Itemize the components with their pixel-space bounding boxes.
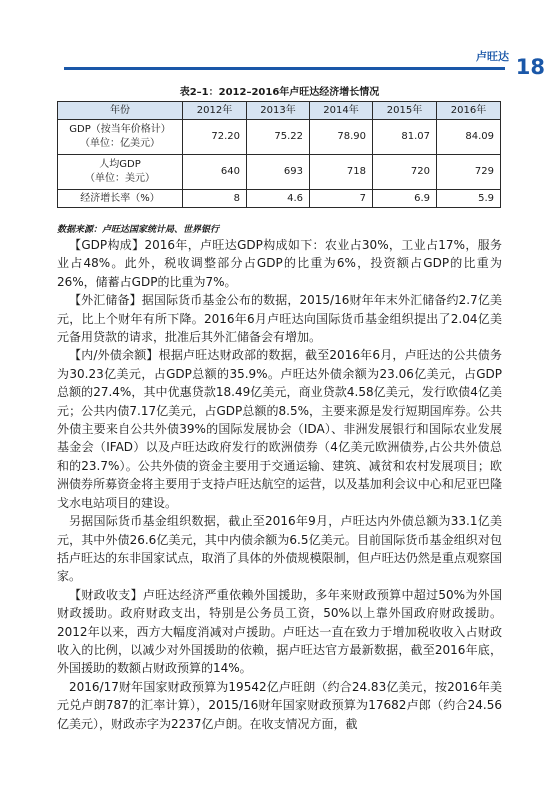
body-text [57, 236, 502, 733]
row-label-text: 人均GDP [99, 159, 141, 170]
table-cell: 75.22 [247, 120, 310, 155]
economic-growth-table [57, 101, 501, 208]
row-label-unit: （单位：亿美元） [80, 138, 160, 149]
row-label-text: GDP（按当年价格计） [69, 124, 171, 135]
row-label [58, 155, 183, 190]
page-number: 18 [515, 55, 545, 79]
table-cell: 720 [373, 155, 437, 190]
column-header: 2014年 [310, 102, 373, 120]
table-cell: 7 [310, 190, 373, 208]
table-cell: 84.09 [437, 120, 501, 155]
table-cell: 5.9 [437, 190, 501, 208]
column-header: 2013年 [247, 102, 310, 120]
row-label [58, 190, 183, 208]
paragraph-budget: 2016/17财年国家财政预算为19542亿卢旺朗（约合24.83亿美元，按2016年美元兑卢朗787的汇率计算），2015/16财年国家财政预算为17682卢郎（约合24.56亿美元），财政赤字为2237亿卢朗。在收支情况方面，截 [57, 679, 502, 731]
table-cell: 78.90 [310, 120, 373, 155]
table-row [58, 120, 501, 155]
column-header: 2015年 [373, 102, 437, 120]
table-cell: 640 [183, 155, 247, 190]
row-label-text: 经济增长率（%） [80, 192, 160, 204]
running-header-country: 卢旺达 [476, 50, 509, 63]
column-header: 2012年 [183, 102, 247, 120]
table-cell: 4.6 [247, 190, 310, 208]
table-title: 表2–1：2012–2016年卢旺达经济增长情况 [179, 87, 380, 98]
table-cell: 8 [183, 190, 247, 208]
column-header: 2016年 [437, 102, 501, 120]
header-rule [64, 67, 505, 70]
paragraph-fiscal-balance: 【财政收支】卢旺达经济严重依赖外国援助，多年来财政预算中超过50%为外国财政援助。政府财政支出，特别是公务员工资，50%以上靠外国政府财政援助。2012年以来，西方大幅度消减对卢援助。卢旺达一直在致力于增加税收收入占财政收入的比例，以减少对外国援助的依赖，据卢旺达官方最新数据，截至2016年底，外国援助的数额占财政预算的14%。 [57, 587, 502, 676]
paragraph-gdp-composition: 【GDP构成】2016年，卢旺达GDP构成如下：农业占30%，工业占17%，服务业占48%。此外，税收调整部分占GDP的比重为6%，投资额占GDP的比重为26%，储蓄占GDP的比重为7%。 [57, 238, 502, 289]
table-cell: 693 [247, 155, 310, 190]
table-header-row [58, 102, 501, 120]
paragraph-debt-balance: 【内/外债余额】根据卢旺达财政部的数据，截至2016年6月，卢旺达的公共债务为30.23亿美元，占GDP总额的35.9%。卢旺达外债余额为23.06亿美元，占GDP总额的27.4%，其中优惠贷款18.49亿美元，商业贷款4.58亿美元，发行欧债4亿美元；公共内债7.17亿美元，占GDP总额的8.5%，主要来源是发行短期国库券。公共外债主要来自公共外债39%的国际发展协会（IDA）、非洲发展银行和国际农业发展基金会（IFAD）以及卢旺达政府发行的欧洲债券（4亿美元欧洲债券,占公共外债总和的23.7%）。公共外债的资金主要用于交通运输、建筑、减贫和农村发展项目；欧洲债券所募资金将主要用于支持卢旺达航空的运营，以及基加利会议中心和尼亚巴隆戈水电站项目的建设。 [57, 348, 502, 510]
row-label-unit: （单位：美元） [85, 173, 155, 184]
table-cell: 6.9 [373, 190, 437, 208]
column-header: 年份 [58, 102, 183, 120]
table-source-note: 数据来源：卢旺达国家统计局、世界银行 [57, 225, 220, 235]
paragraph-imf-debt: 另据国际货币基金组织数据，截止至2016年9月，卢旺达内外债总额为33.1亿美元，其中外债26.6亿美元，其中内债余额为6.5亿美元。目前国际货币基金组织对包括卢旺达的东非国家试点，取消了具体的外债规模限制，但卢旺达仍然是重点观察国家。 [57, 514, 502, 584]
table-cell: 729 [437, 155, 501, 190]
table-cell: 81.07 [373, 120, 437, 155]
table-row [58, 190, 501, 208]
table-cell: 72.20 [183, 120, 247, 155]
paragraph-foreign-reserves: 【外汇储备】据国际货币基金公布的数据，2015/16财年年末外汇储备约2.7亿美元，比上个财年有所下降。2016年6月卢旺达向国际货币基金组织提出了2.04亿美元备用贷款的请求，批准后其外汇储备会有增加。 [57, 293, 502, 345]
row-label [58, 120, 183, 155]
table-row [58, 155, 501, 190]
table-cell: 718 [310, 155, 373, 190]
